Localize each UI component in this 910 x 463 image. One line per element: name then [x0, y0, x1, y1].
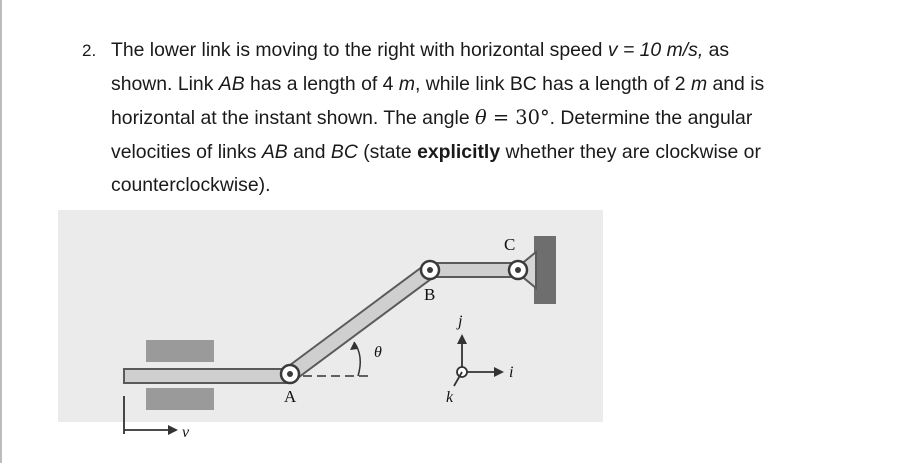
lower-guide-block — [146, 388, 214, 410]
problem-line-3 — [111, 101, 862, 136]
problem-number: 2. — [82, 41, 97, 60]
link-bc — [430, 263, 518, 277]
lower-link — [124, 369, 290, 383]
line4-text-a: velocities of links — [111, 140, 262, 163]
pin-b — [421, 261, 439, 279]
line4-text-b: and — [287, 140, 331, 163]
pin-a — [281, 365, 299, 383]
label-theta: θ — [374, 344, 382, 361]
line3-text-a: horizontal at the instant shown. The angle — [111, 107, 475, 129]
line1-text-b: as — [703, 39, 730, 61]
link-bc-name: BC — [330, 140, 358, 163]
problem-line-5: counterclockwise). — [111, 174, 271, 196]
line2-text-d: and is — [707, 72, 765, 95]
unit-m-2: m — [690, 72, 708, 95]
problem-line-4 — [111, 136, 862, 170]
line4-text-c: (state — [357, 140, 418, 163]
line4-text-d: whether they are clockwise or — [500, 140, 761, 163]
fixed-wall — [534, 236, 556, 304]
problem-line-1 — [111, 34, 862, 68]
label-k: k — [446, 389, 454, 406]
theta-symbol: θ — [475, 106, 487, 129]
upper-guide-block — [146, 340, 214, 362]
equals-sign: = — [486, 106, 516, 129]
line2-text-b: has a length of 4 — [244, 72, 399, 95]
line1-text-a: The lower link is moving to the right with horizontal speed — [111, 39, 608, 61]
link-ab-name: AB — [218, 72, 245, 95]
label-v: v — [182, 424, 190, 441]
page-border — [0, 0, 2, 463]
line3-text-c: . Determine the angular — [549, 107, 753, 129]
unit-m-1: m — [398, 72, 415, 95]
angle-value: 30° — [515, 106, 550, 129]
link-ab-name-2: AB — [261, 140, 288, 163]
label-i: i — [509, 364, 514, 381]
mechanism-diagram — [58, 210, 618, 460]
problem-line-2 — [111, 68, 862, 102]
label-j: j — [458, 313, 463, 330]
label-b: B — [424, 285, 436, 304]
speed-expression: v = 10 m/s, — [607, 39, 704, 61]
label-a: A — [284, 387, 297, 406]
pin-c — [509, 261, 527, 279]
line2-text-a: shown. Link — [111, 72, 219, 95]
figure-background — [58, 210, 603, 422]
emphasis-explicitly: explicitly — [417, 140, 501, 163]
line2-text-c: , while link BC has a length of 2 — [415, 72, 691, 95]
problem-text — [111, 34, 862, 203]
mechanism-figure — [58, 210, 618, 460]
label-c: C — [504, 235, 516, 254]
problem-statement — [82, 34, 862, 203]
